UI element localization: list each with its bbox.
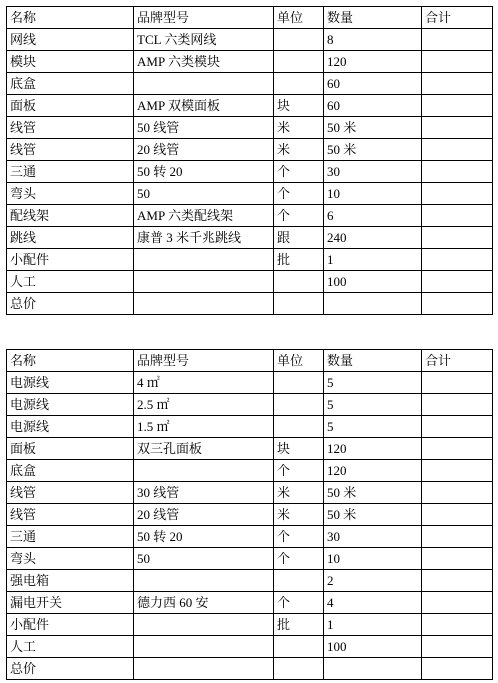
table-body [7, 7, 493, 315]
name-cell: 总价 [7, 658, 134, 680]
unit-cell: 个 [274, 161, 324, 183]
unit-cell [274, 271, 324, 293]
table-row [7, 526, 493, 548]
total-cell [422, 95, 493, 117]
quantity-cell [324, 293, 422, 315]
name-cell: 三通 [7, 161, 134, 183]
total-cell [422, 117, 493, 139]
model-cell [134, 293, 274, 315]
name-cell: 底盒 [7, 73, 134, 95]
column-header: 名称 [7, 350, 134, 372]
model-cell [134, 570, 274, 592]
unit-cell: 米 [274, 139, 324, 161]
total-cell [422, 183, 493, 205]
model-cell: 康普 3 米千兆跳线 [134, 227, 274, 249]
name-cell: 小配件 [7, 614, 134, 636]
materials-table-network [6, 6, 493, 315]
table-row [7, 372, 493, 394]
table-row [7, 51, 493, 73]
table-row [7, 249, 493, 271]
name-cell: 小配件 [7, 249, 134, 271]
unit-cell: 个 [274, 183, 324, 205]
name-cell: 面板 [7, 95, 134, 117]
model-cell: 20 线管 [134, 504, 274, 526]
model-cell: 50 转 20 [134, 526, 274, 548]
total-cell [422, 592, 493, 614]
unit-cell: 批 [274, 249, 324, 271]
quantity-cell: 50 米 [324, 482, 422, 504]
unit-cell: 跟 [274, 227, 324, 249]
total-cell [422, 271, 493, 293]
table-header-row [7, 350, 493, 372]
unit-cell [274, 372, 324, 394]
table-row [7, 504, 493, 526]
table-row [7, 416, 493, 438]
table-row [7, 205, 493, 227]
total-cell [422, 372, 493, 394]
table-row [7, 658, 493, 680]
quantity-cell: 5 [324, 372, 422, 394]
model-cell [134, 271, 274, 293]
model-cell: 德力西 60 安 [134, 592, 274, 614]
name-cell: 三通 [7, 526, 134, 548]
model-cell: 20 线管 [134, 139, 274, 161]
unit-cell [274, 51, 324, 73]
model-cell: TCL 六类网线 [134, 29, 274, 51]
quantity-cell: 60 [324, 73, 422, 95]
table-header-row [7, 7, 493, 29]
quantity-cell: 50 米 [324, 139, 422, 161]
total-cell [422, 526, 493, 548]
column-header: 名称 [7, 7, 134, 29]
total-cell [422, 249, 493, 271]
quantity-cell: 100 [324, 636, 422, 658]
name-cell: 线管 [7, 504, 134, 526]
total-cell [422, 636, 493, 658]
total-cell [422, 394, 493, 416]
quantity-cell: 120 [324, 460, 422, 482]
table-row [7, 293, 493, 315]
name-cell: 电源线 [7, 394, 134, 416]
total-cell [422, 51, 493, 73]
name-cell: 配线架 [7, 205, 134, 227]
unit-cell: 米 [274, 482, 324, 504]
quantity-cell: 60 [324, 95, 422, 117]
name-cell: 模块 [7, 51, 134, 73]
name-cell: 强电箱 [7, 570, 134, 592]
name-cell: 线管 [7, 139, 134, 161]
table-row [7, 614, 493, 636]
quantity-cell: 30 [324, 526, 422, 548]
model-cell: 1.5 ㎡ [134, 416, 274, 438]
total-cell [422, 205, 493, 227]
column-header: 数量 [324, 7, 422, 29]
table-row [7, 592, 493, 614]
unit-cell: 个 [274, 460, 324, 482]
model-cell: 双三孔面板 [134, 438, 274, 460]
column-header: 品牌型号 [134, 7, 274, 29]
unit-cell: 批 [274, 614, 324, 636]
unit-cell: 块 [274, 95, 324, 117]
quantity-cell [324, 658, 422, 680]
table-row [7, 183, 493, 205]
unit-cell: 米 [274, 117, 324, 139]
total-cell [422, 438, 493, 460]
quantity-cell: 10 [324, 548, 422, 570]
quantity-cell: 10 [324, 183, 422, 205]
table-row [7, 394, 493, 416]
quantity-cell: 30 [324, 161, 422, 183]
total-cell [422, 227, 493, 249]
model-cell: 30 线管 [134, 482, 274, 504]
unit-cell: 块 [274, 438, 324, 460]
unit-cell [274, 658, 324, 680]
column-header: 合计 [422, 350, 493, 372]
table-row [7, 29, 493, 51]
name-cell: 底盒 [7, 460, 134, 482]
name-cell: 网线 [7, 29, 134, 51]
quantity-cell: 4 [324, 592, 422, 614]
table-row [7, 139, 493, 161]
model-cell: AMP 六类模块 [134, 51, 274, 73]
quantity-cell: 2 [324, 570, 422, 592]
model-cell: 2.5 ㎡ [134, 394, 274, 416]
unit-cell: 个 [274, 592, 324, 614]
model-cell [134, 249, 274, 271]
quantity-cell: 1 [324, 614, 422, 636]
quantity-cell: 50 米 [324, 117, 422, 139]
table-row [7, 227, 493, 249]
total-cell [422, 482, 493, 504]
total-cell [422, 293, 493, 315]
model-cell: AMP 六类配线架 [134, 205, 274, 227]
materials-table-electrical [6, 349, 493, 680]
column-header: 合计 [422, 7, 493, 29]
name-cell: 面板 [7, 438, 134, 460]
model-cell: AMP 双模面板 [134, 95, 274, 117]
name-cell: 弯头 [7, 183, 134, 205]
table-row [7, 117, 493, 139]
unit-cell [274, 29, 324, 51]
table-row [7, 438, 493, 460]
unit-cell [274, 570, 324, 592]
total-cell [422, 548, 493, 570]
unit-cell [274, 394, 324, 416]
quantity-cell: 100 [324, 271, 422, 293]
total-cell [422, 570, 493, 592]
unit-cell: 个 [274, 205, 324, 227]
model-cell [134, 636, 274, 658]
name-cell: 弯头 [7, 548, 134, 570]
model-cell [134, 73, 274, 95]
unit-cell [274, 416, 324, 438]
total-cell [422, 658, 493, 680]
unit-cell [274, 636, 324, 658]
name-cell: 线管 [7, 482, 134, 504]
column-header: 单位 [274, 350, 324, 372]
quantity-cell: 50 米 [324, 504, 422, 526]
unit-cell [274, 293, 324, 315]
table-row [7, 460, 493, 482]
model-cell [134, 614, 274, 636]
table-body [7, 350, 493, 680]
table-row [7, 271, 493, 293]
unit-cell: 个 [274, 548, 324, 570]
table-row [7, 161, 493, 183]
quantity-cell: 120 [324, 51, 422, 73]
quantity-cell: 5 [324, 394, 422, 416]
quantity-cell: 8 [324, 29, 422, 51]
model-cell: 50 [134, 548, 274, 570]
model-cell: 50 线管 [134, 117, 274, 139]
unit-cell: 米 [274, 504, 324, 526]
model-cell [134, 460, 274, 482]
model-cell: 50 [134, 183, 274, 205]
unit-cell [274, 73, 324, 95]
total-cell [422, 29, 493, 51]
total-cell [422, 614, 493, 636]
quantity-cell: 240 [324, 227, 422, 249]
model-cell [134, 658, 274, 680]
name-cell: 总价 [7, 293, 134, 315]
table-row [7, 73, 493, 95]
model-cell: 4 ㎡ [134, 372, 274, 394]
name-cell: 人工 [7, 636, 134, 658]
name-cell: 人工 [7, 271, 134, 293]
quantity-cell: 6 [324, 205, 422, 227]
table-row [7, 95, 493, 117]
quantity-cell: 120 [324, 438, 422, 460]
table-row [7, 548, 493, 570]
quantity-cell: 5 [324, 416, 422, 438]
total-cell [422, 460, 493, 482]
total-cell [422, 504, 493, 526]
name-cell: 电源线 [7, 416, 134, 438]
table-row [7, 636, 493, 658]
unit-cell: 个 [274, 526, 324, 548]
quantity-cell: 1 [324, 249, 422, 271]
name-cell: 漏电开关 [7, 592, 134, 614]
table-row [7, 570, 493, 592]
total-cell [422, 73, 493, 95]
column-header: 单位 [274, 7, 324, 29]
total-cell [422, 161, 493, 183]
name-cell: 跳线 [7, 227, 134, 249]
model-cell: 50 转 20 [134, 161, 274, 183]
total-cell [422, 139, 493, 161]
name-cell: 电源线 [7, 372, 134, 394]
column-header: 数量 [324, 350, 422, 372]
column-header: 品牌型号 [134, 350, 274, 372]
total-cell [422, 416, 493, 438]
table-row [7, 482, 493, 504]
name-cell: 线管 [7, 117, 134, 139]
